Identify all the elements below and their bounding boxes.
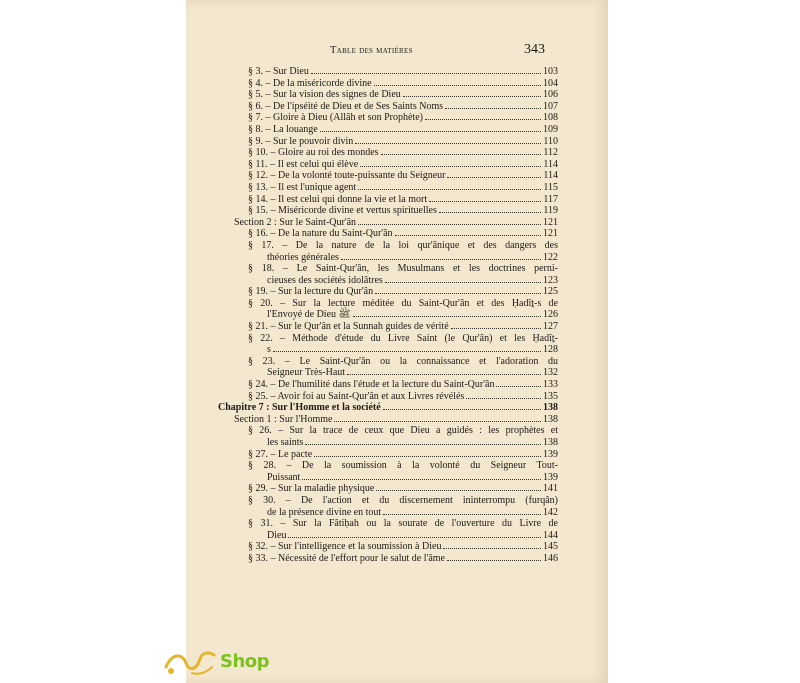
toc-entry bbox=[218, 356, 558, 379]
toc-entry bbox=[218, 495, 558, 518]
toc-page-number: 108 bbox=[543, 112, 558, 124]
toc-entry bbox=[218, 112, 558, 124]
toc-entry-title: § 7. – Gloire à Dieu (Allâh et son Prophète) bbox=[248, 112, 423, 124]
dot-leader bbox=[374, 85, 541, 86]
toc-entry-row bbox=[248, 66, 558, 78]
toc-entry-row bbox=[248, 344, 558, 356]
toc-entry-title: Puissant bbox=[267, 471, 301, 483]
toc-entry-row bbox=[248, 170, 558, 182]
dot-leader bbox=[403, 96, 541, 97]
toc-entry-title: § 14. – Il est celui qui donne la vie et la mort bbox=[248, 193, 428, 205]
toc-page-number: 146 bbox=[543, 552, 558, 564]
toc-entry-line: § 26. – Sur la trace de ceux que Dieu a guidés : les prophètes et bbox=[248, 425, 558, 437]
toc-entry bbox=[218, 449, 558, 461]
toc-page-number: 122 bbox=[543, 251, 558, 263]
dot-leader bbox=[376, 490, 541, 491]
toc-chapter bbox=[218, 402, 558, 414]
toc-page-number: 138 bbox=[543, 437, 558, 448]
toc-entry-row bbox=[248, 101, 558, 113]
toc-entry-line: § 20. – Sur la lecture méditée du Saint-Qur'ân et des Ḥadîṯ-s de bbox=[248, 297, 558, 309]
toc-entry-line: § 22. – Méthode d'étude du Livre Saint (le Qur'ân) et les Ḥadîṯ- bbox=[248, 332, 558, 344]
toc-entry-row bbox=[248, 309, 558, 321]
toc-entry-row bbox=[248, 379, 558, 391]
dot-leader bbox=[353, 316, 541, 317]
toc-page-number: 103 bbox=[543, 66, 558, 77]
toc-section bbox=[218, 414, 558, 426]
toc-entry-row bbox=[248, 228, 558, 240]
toc-entry bbox=[218, 228, 558, 240]
toc-page-number: 138 bbox=[543, 413, 558, 425]
toc-entry-title: § 11. – Il est celui qui élève bbox=[248, 158, 359, 170]
toc-entry bbox=[218, 460, 558, 483]
toc-entry-row bbox=[248, 147, 558, 159]
toc-page-number: 114 bbox=[543, 158, 558, 170]
toc-page-number: 121 bbox=[543, 216, 558, 228]
toc-page-number: 115 bbox=[543, 181, 558, 193]
toc-entry-line: § 18. – Le Saint-Qur'ân, les Musulmans et les doctrines perni- bbox=[248, 263, 558, 275]
toc-entry bbox=[218, 124, 558, 136]
toc-page-number: 144 bbox=[543, 529, 558, 541]
dot-leader bbox=[360, 166, 541, 167]
toc-entry-title: cieuses des sociétés idolâtres bbox=[267, 274, 383, 286]
toc-entry bbox=[218, 240, 558, 263]
dot-leader bbox=[375, 293, 541, 294]
dot-leader bbox=[443, 548, 541, 549]
toc-entry-row bbox=[248, 159, 558, 171]
toc-entry-title: § 8. – La louange bbox=[248, 123, 318, 135]
dot-leader bbox=[358, 189, 541, 190]
dot-leader bbox=[305, 444, 541, 445]
dot-leader bbox=[383, 514, 541, 515]
dot-leader bbox=[288, 537, 541, 538]
toc-page-number: 106 bbox=[543, 89, 558, 101]
toc-entry-line: § 17. – De la nature de la loi qur'ânique et des dangers des bbox=[248, 239, 558, 251]
toc-entry bbox=[218, 391, 558, 403]
dot-leader bbox=[447, 177, 541, 178]
toc-entry-title: § 29. – Sur la maladie physique bbox=[248, 483, 375, 495]
dot-leader bbox=[429, 201, 541, 202]
toc-entry-title: § 19. – Sur la lecture du Qur'ân bbox=[248, 286, 374, 298]
toc-entry-title: § 21. – Sur le Qur'ân et la Sunnah guides de vérité bbox=[248, 321, 449, 333]
dot-leader bbox=[347, 374, 541, 375]
toc-entry bbox=[218, 136, 558, 148]
toc-entry-title: § 5. – Sur la vision des signes de Dieu bbox=[248, 89, 401, 101]
toc-entry bbox=[218, 379, 558, 391]
toc-section bbox=[218, 217, 558, 229]
dot-leader bbox=[439, 212, 542, 213]
toc-page-number: 138 bbox=[543, 402, 558, 414]
dot-leader bbox=[447, 560, 541, 561]
toc-entry-title: Chapitre 7 : Sur l'Homme et la société bbox=[218, 402, 381, 414]
toc-entry bbox=[218, 78, 558, 90]
toc-entry-row bbox=[248, 437, 558, 449]
toc-page-number: 132 bbox=[543, 367, 558, 379]
toc-entry bbox=[218, 101, 558, 113]
toc-page-number: 145 bbox=[543, 541, 558, 553]
toc-entry-row bbox=[248, 286, 558, 298]
dot-leader bbox=[385, 282, 541, 283]
toc-entry-row bbox=[248, 541, 558, 553]
toc-entry-row bbox=[248, 252, 558, 264]
toc-entry-row bbox=[248, 205, 558, 217]
toc-page-number: 126 bbox=[543, 309, 558, 321]
toc-page-number: 110 bbox=[543, 135, 558, 147]
toc-page-number: 128 bbox=[543, 344, 558, 356]
toc-page-number: 109 bbox=[543, 123, 558, 135]
toc-entry-row bbox=[248, 182, 558, 194]
toc-entry-title: § 4. – De la miséricorde divine bbox=[248, 77, 372, 89]
toc-page-number: 121 bbox=[543, 228, 558, 240]
running-title: Table des matières bbox=[330, 45, 413, 56]
toc-page-number: 139 bbox=[543, 471, 558, 483]
toc-page-number: 139 bbox=[543, 448, 558, 460]
toc-page-number: 125 bbox=[543, 286, 558, 298]
toc-entry-line: § 23. – Le Saint-Qur'ân ou la connaissance et l'adoration du bbox=[248, 355, 558, 367]
dot-leader bbox=[445, 108, 541, 109]
toc-entry-title: Dieu bbox=[267, 529, 287, 541]
toc-page-number: 112 bbox=[543, 147, 558, 159]
toc-entry bbox=[218, 483, 558, 495]
toc-page-number: 123 bbox=[543, 274, 558, 286]
dot-leader bbox=[355, 143, 541, 144]
toc-entry bbox=[218, 205, 558, 217]
dot-leader bbox=[273, 351, 541, 352]
toc-entry-title: § 27. – Le pacte bbox=[248, 448, 313, 460]
dot-leader bbox=[341, 259, 541, 260]
logo-text: Shop bbox=[220, 651, 270, 672]
toc-entry-title: Seigneur Très-Haut bbox=[267, 367, 346, 379]
toc-page-number: 142 bbox=[543, 506, 558, 518]
toc-page-number: 117 bbox=[543, 193, 558, 205]
table-of-contents bbox=[218, 66, 558, 565]
toc-page-number: 133 bbox=[543, 379, 558, 391]
toc-entry bbox=[218, 541, 558, 553]
toc-entry-title: les saints bbox=[267, 437, 304, 448]
toc-page-number: 141 bbox=[543, 483, 558, 495]
toc-entry-row bbox=[248, 194, 558, 206]
toc-entry-line: § 28. – De la soumission à la volonté du Seigneur Tout- bbox=[248, 460, 558, 472]
toc-entry bbox=[218, 263, 558, 286]
dot-leader bbox=[383, 409, 541, 410]
toc-entry-title: § 15. – Miséricorde divine et vertus spirituelles bbox=[248, 205, 437, 217]
toc-entry bbox=[218, 321, 558, 333]
page-number: 343 bbox=[524, 42, 545, 57]
toc-page-number: 114 bbox=[543, 170, 558, 182]
dot-leader bbox=[334, 421, 541, 422]
toc-entry bbox=[218, 170, 558, 182]
toc-entry bbox=[218, 89, 558, 101]
toc-entry bbox=[218, 298, 558, 321]
dot-leader bbox=[425, 119, 541, 120]
toc-entry-row bbox=[248, 483, 558, 495]
dot-leader bbox=[381, 154, 542, 155]
toc-entry-row bbox=[248, 391, 558, 403]
toc-entry-title: Section 2 : Sur le Saint-Qur'ân bbox=[234, 216, 357, 228]
toc-entry-title: § 6. – De l'ipséité de Dieu et de Ses Saints Noms bbox=[248, 100, 444, 112]
toc-page-number: 135 bbox=[543, 390, 558, 402]
toc-entry-row bbox=[234, 217, 558, 229]
toc-entry bbox=[218, 518, 558, 541]
toc-entry bbox=[218, 425, 558, 448]
toc-entry-title: l'Envoyé de Dieu ﷺ bbox=[267, 309, 351, 321]
toc-entry-title: § 12. – De la volonté toute-puissante du Seigneur bbox=[248, 170, 446, 182]
toc-entry-title: § 10. – Gloire au roi des mondes bbox=[248, 147, 379, 159]
toc-entry-row bbox=[248, 507, 558, 519]
toc-entry-row bbox=[248, 530, 558, 542]
toc-entry bbox=[218, 194, 558, 206]
toc-entry-row bbox=[248, 78, 558, 90]
toc-page-number: 127 bbox=[543, 321, 558, 333]
page-header bbox=[330, 42, 545, 62]
dot-leader bbox=[358, 224, 541, 225]
toc-entry-row bbox=[248, 112, 558, 124]
toc-entry bbox=[218, 66, 558, 78]
toc-entry-title: de la présence divine en tout bbox=[267, 506, 382, 518]
dot-leader bbox=[466, 398, 541, 399]
toc-entry-row bbox=[248, 321, 558, 333]
toc-entry-row bbox=[248, 472, 558, 484]
toc-entry bbox=[218, 182, 558, 194]
toc-entry-row bbox=[248, 89, 558, 101]
toc-entry-title: s bbox=[267, 344, 271, 356]
toc-page-number: 107 bbox=[543, 100, 558, 112]
dot-leader bbox=[496, 386, 541, 387]
toc-entry-row bbox=[248, 553, 558, 565]
toc-entry-title: § 9. – Sur le pouvoir divin bbox=[248, 135, 354, 147]
dot-leader bbox=[395, 235, 541, 236]
toc-entry-row bbox=[248, 275, 558, 287]
toc-page-number: 119 bbox=[543, 205, 558, 217]
toc-entry-row bbox=[218, 402, 558, 414]
toc-entry-row bbox=[248, 449, 558, 461]
toc-entry-row bbox=[248, 367, 558, 379]
toc-entry-row bbox=[248, 124, 558, 136]
toc-entry bbox=[218, 286, 558, 298]
dot-leader bbox=[314, 456, 541, 457]
toc-entry bbox=[218, 553, 558, 565]
toc-entry-title: § 3. – Sur Dieu bbox=[248, 66, 309, 77]
toc-entry bbox=[218, 147, 558, 159]
toc-entry bbox=[218, 159, 558, 171]
toc-entry-title: Section 1 : Sur l'Homme bbox=[234, 413, 333, 425]
toc-entry-title: § 25. – Avoir foi au Saint-Qur'ân et aux Livres révélés bbox=[248, 390, 465, 402]
toc-entry-title: § 33. – Nécessité de l'effort pour le salut de l'âme bbox=[248, 552, 445, 564]
toc-entry-title: théories générales bbox=[267, 251, 339, 263]
shop-logo bbox=[162, 645, 302, 679]
dot-leader bbox=[320, 131, 541, 132]
toc-entry-line: § 31. – Sur la Fâtiḥah ou la sourate de l'ouverture du Livre de bbox=[248, 518, 558, 530]
toc-entry-title: § 32. – Sur l'intelligence et la soumission à Dieu bbox=[248, 541, 442, 553]
toc-entry-line: § 30. – De l'action et du discernement ininterrompu (furqân) bbox=[248, 494, 558, 506]
dot-leader bbox=[451, 328, 541, 329]
toc-entry-title: § 24. – De l'humilité dans l'étude et la lecture du Saint-Qur'ân bbox=[248, 379, 495, 391]
toc-page-number: 104 bbox=[543, 77, 558, 89]
toc-entry-title: § 16. – De la nature du Saint-Qur'ân bbox=[248, 228, 393, 240]
toc-entry-title: § 13. – Il est l'unique agent bbox=[248, 181, 357, 193]
toc-entry-row bbox=[248, 136, 558, 148]
dot-leader bbox=[311, 73, 541, 74]
toc-entry bbox=[218, 333, 558, 356]
dot-leader bbox=[302, 479, 541, 480]
toc-entry-row bbox=[234, 414, 558, 426]
